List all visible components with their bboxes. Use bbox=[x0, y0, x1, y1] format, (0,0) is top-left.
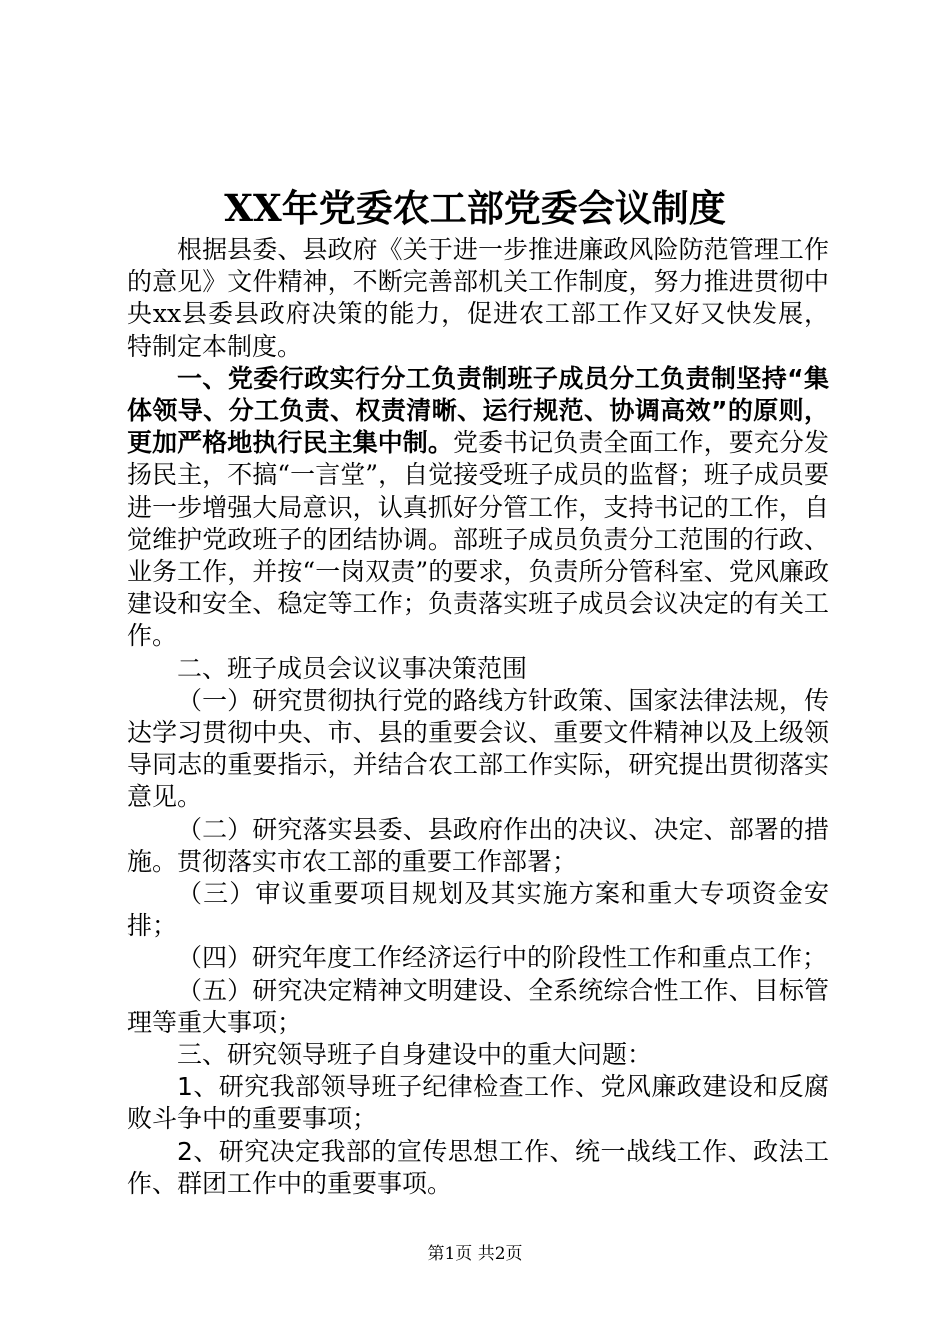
section-3-item-2: 2、研究决定我部的宣传思想工作、统一战线工作、政法工作、群团工作中的重要事项。 bbox=[127, 1136, 829, 1198]
section-1-detail: 党委书记负责全面工作，要充分发扬民主，不搞“一言堂”，自觉接受班子成员的监督；班子成员要进一步增强大局意识，认真抓好分管工作，支持书记的工作，自觉维护党政班子的团结协调。部班子成员负责分工范围的行政、业务工作，并按“一岗双责”的要求，负责所分管科室、党风廉政建设和安全、稳定等工作；负责落实班子成员会议决定的有关工作。 bbox=[127, 428, 829, 651]
document-body bbox=[127, 234, 829, 1200]
page-indicator: 第1页 共2页 bbox=[427, 1244, 523, 1264]
document-title: XX年党委农工部党委会议制度 bbox=[224, 186, 726, 230]
section-3-heading: 三、研究领导班子自身建设中的重大问题： bbox=[177, 1040, 653, 1070]
section-2-item-2 bbox=[127, 814, 829, 878]
section-1-lead: 一、党委行政实行分工负责制班子成员分工负责制坚持“集体领导、分工负责、权责清晰、运行规范、协调高效”的原则，更加严格地执行民主集中制。 bbox=[127, 363, 829, 458]
section-2-item-1: （一）研究贯彻执行党的路线方针政策、国家法律法规，传达学习贯彻中央、市、县的重要会议、重要文件精神以及上级领导同志的重要指示，并结合农工部工作实际，研究提出贯彻落实意见。 bbox=[127, 685, 829, 812]
section-2-item-5: （五）研究决定精神文明建设、全系统综合性工作、目标管理等重大事项； bbox=[127, 975, 829, 1037]
section-2-item-2-detail: 贯彻落实市农工部的重要工作部署； bbox=[177, 846, 578, 876]
paragraph-intro: 根据县委、县政府《关于进一步推进廉政风险防范管理工作的意见》文件精神，不断完善部机关工作制度，努力推进贯彻中央xx县委县政府决策的能力，促进农工部工作又好又快发展，特制定本制度。 bbox=[127, 235, 829, 361]
section-3-item-1: 1、研究我部领导班子纪律检查工作、党风廉政建设和反腐败斗争中的重要事项； bbox=[127, 1072, 829, 1134]
section-2-item-4: （四）研究年度工作经济运行中的阶段性工作和重点工作； bbox=[177, 943, 828, 973]
paragraph-section-1 bbox=[127, 363, 829, 653]
section-2-item-3: （三）审议重要项目规划及其实施方案和重大专项资金安排； bbox=[127, 879, 829, 941]
section-2-item-2-lead: （二）研究落实县委、县政府作出的决议、决定、部署的措施。 bbox=[127, 814, 829, 876]
section-2-heading: 二、班子成员会议议事决策范围 bbox=[177, 653, 528, 683]
